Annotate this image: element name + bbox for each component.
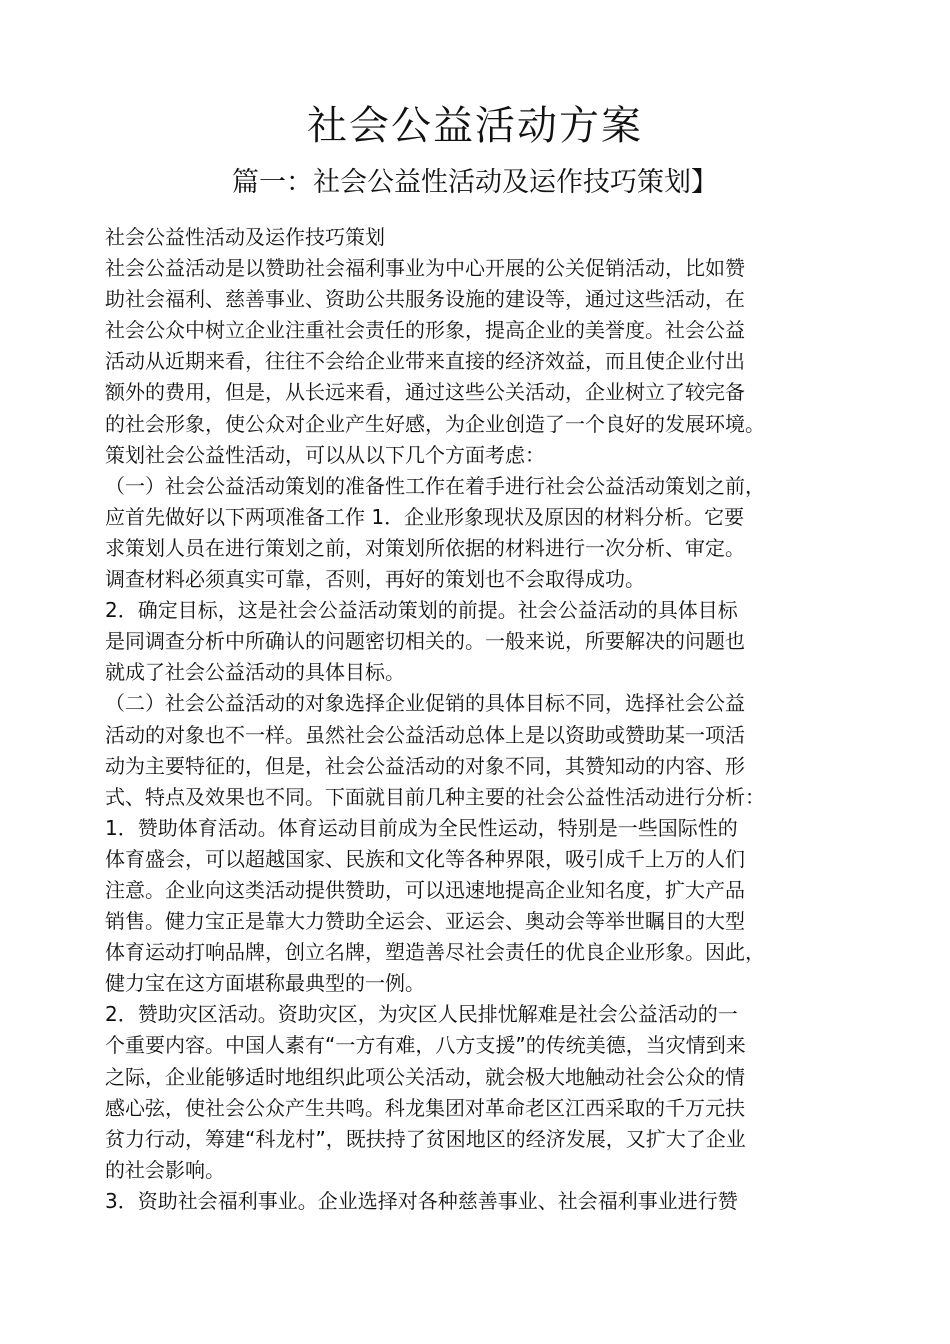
body-text-line: 额外的费用，但是，从长远来看，通过这些公关活动，企业树立了较完备 (105, 380, 745, 405)
body-text-line: （二）社会公益活动的对象选择企业促销的具体目标不同，选择社会公益 (105, 691, 745, 716)
body-text-line: 是同调查分析中所确认的问题密切相关的。一般来说，所要解决的问题也 (105, 629, 745, 654)
body-text-line: 之际，企业能够适时地组织此项公关活动，就会极大地触动社会公众的情 (105, 1064, 745, 1089)
body-text-line: 动为主要特征的，但是，社会公益活动的对象不同，其赞知动的内容、形 (105, 753, 745, 778)
body-text-line: 求策划人员在进行策划之前，对策划所依据的材料进行一次分析、审定。 (105, 535, 745, 560)
body-text-line: 应首先做好以下两项准备工作 1．企业形象现状及原因的材料分析。它要 (105, 504, 745, 529)
body-text-line: （一）社会公益活动策划的准备性工作在着手进行社会公益活动策划之前， (105, 473, 765, 498)
body-text-line: 社会公益活动是以赞助社会福利事业为中心开展的公关促销活动，比如赞 (105, 256, 745, 281)
body-text-line: 销售。健力宝正是靠大力赞助全运会、亚运会、奥动会等举世瞩目的大型 (105, 909, 745, 934)
body-text-line: 1．赞助体育活动。体育运动目前成为全民性运动，特别是一些国际性的 (105, 815, 738, 840)
body-text-line: 社会公众中树立企业注重社会责任的形象，提高企业的美誉度。社会公益 (105, 318, 745, 343)
body-text-line: 健力宝在这方面堪称最典型的一例。 (105, 971, 425, 996)
body-text-line: 社会公益性活动及运作技巧策划 (105, 225, 385, 249)
body-text-line: 体育盛会，可以超越国家、民族和文化等各种界限，吸引成千上万的人们 (105, 846, 745, 871)
document-body (105, 222, 875, 1217)
body-text-line: 就成了社会公益活动的具体目标。 (105, 660, 405, 685)
body-text-line: 2．确定目标，这是社会公益活动策划的前提。社会公益活动的具体目标 (105, 598, 738, 623)
body-text-line: 助社会福利、慈善事业、资助公共服务设施的建设等，通过这些活动，在 (105, 287, 745, 312)
document-title: 社会公益活动方案 (307, 103, 643, 149)
document-subtitle: 篇一：社会公益性活动及运作技巧策划】 (232, 167, 718, 198)
body-text-line: 活动的对象也不一样。虽然社会公益活动总体上是以资助或赞助某一项活 (105, 722, 745, 747)
body-text-line: 调查材料必须真实可靠，否则，再好的策划也不会取得成功。 (105, 567, 645, 592)
body-text-line: 个重要内容。中国人素有“一方有难，八方支援”的传统美德，当灾情到来 (105, 1033, 746, 1058)
body-text-line: 2．赞助灾区活动。资助灾区，为灾区人民排忧解难是社会公益活动的一 (105, 1002, 738, 1027)
body-text-line: 式、特点及效果也不同。下面就目前几种主要的社会公益性活动进行分析： (105, 784, 765, 809)
body-text-line: 的社会影响。 (105, 1157, 225, 1182)
body-text-line: 3．资助社会福利事业。企业选择对各种慈善事业、社会福利事业进行赞 (105, 1188, 738, 1213)
body-text-line: 活动从近期来看，往往不会给企业带来直接的经济效益，而且使企业付出 (105, 349, 745, 374)
body-text-line: 贫力行动，筹建“科龙村”，既扶持了贫困地区的经济发展，又扩大了企业 (105, 1126, 746, 1151)
body-text-line: 注意。企业向这类活动提供赞助，可以迅速地提高企业知名度，扩大产品 (105, 877, 745, 902)
body-text-line: 体育运动打响品牌，创立名牌，塑造善尽社会责任的优良企业形象。因此， (105, 940, 765, 965)
body-text-line: 策划社会公益性活动，可以从以下几个方面考虑： (105, 442, 545, 467)
body-text-line: 感心弦，使社会公众产生共鸣。科龙集团对革命老区江西采取的千万元扶 (105, 1095, 745, 1120)
body-text-line: 的社会形象，使公众对企业产生好感，为企业创造了一个良好的发展环境。 (105, 411, 765, 436)
